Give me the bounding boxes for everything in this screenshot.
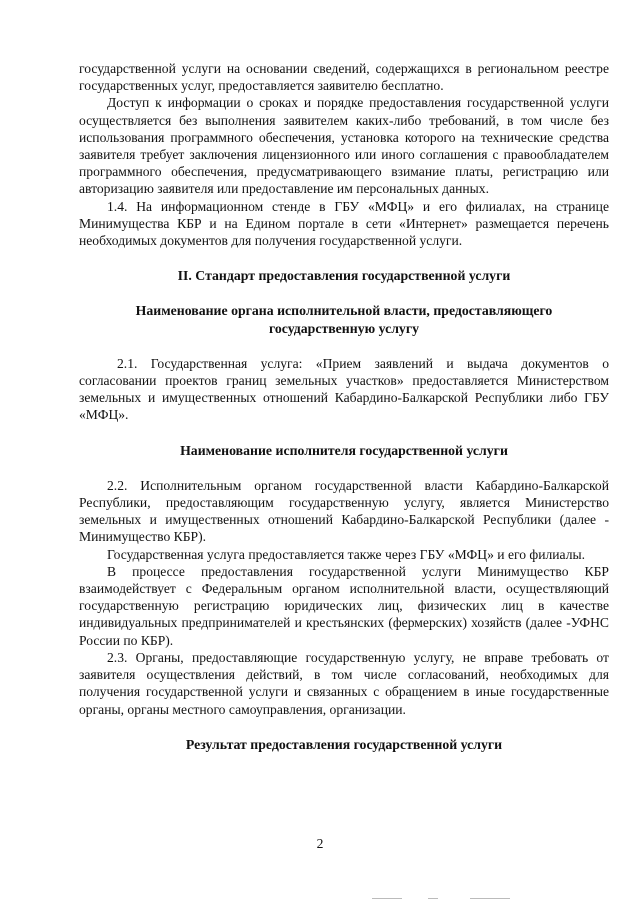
paragraph-mfc: Государственная услуга предоставляется также через ГБУ «МФЦ» и его филиалы. bbox=[107, 546, 586, 562]
paragraph-2-2: 2.2. Исполнительным органом государственной власти Кабардино-Балкарской Республики, предоставляющим государственную услугу, является Министерство земельных и имущественных отношений Кабардино-Балкарской Республики (далее - Минимущество КБР). bbox=[79, 477, 609, 545]
scan-footer-marks bbox=[0, 893, 640, 905]
page-number: 2 bbox=[316, 836, 324, 851]
paragraph-1-4: 1.4. На информационном стенде в ГБУ «МФЦ» и его филиалах, на странице Минимущества КБР и на Едином портале в сети «Интернет» размещается перечень необходимых документов для получения государственной услуги. bbox=[79, 198, 609, 249]
subheading-organ-name: Наименование органа исполнительной власти, предоставляющего государственную услугу bbox=[135, 303, 553, 336]
paragraph-interaction: В процессе предоставления государственной услуги Минимущество КБР взаимодействует с Федеральным органом исполнительной власти, осуществляющий государственную регистрацию юридических лиц, физических лиц в качестве индивидуальных предпринимателей и крестьянских (фермерских) хозяйств (далее -УФНС России по КБР). bbox=[79, 563, 609, 648]
paragraph-2-1: 2.1. Государственная услуга: «Прием заявлений и выдача документов о согласовании проектов границ земельных участков» предоставляется Министерством земельных и имущественных отношений Кабардино-Балкарской Республики либо ГБУ «МФЦ». bbox=[79, 355, 609, 423]
subheading-executor-name: Наименование исполнителя государственной услуги bbox=[180, 442, 508, 458]
paragraph-dostup: Доступ к информации о сроках и порядке предоставления государственной услуги осуществляется без выполнения заявителем каких-либо требований, в том числе без использования программного обеспечения, установка которого на технические средства заявителя требует заключения лицензионного или иного соглашения с правообладателем программного обеспечения, предусматривающего взимание платы, регистрацию или авторизацию заявителя или предоставление им персональных данных. bbox=[79, 95, 609, 197]
paragraph-2-3: 2.3. Органы, предоставляющие государственную услугу, не вправе требовать от заявителя осуществления действий, в том числе согласований, необходимых для получения государственной услуги и связанных с обращением в иные государственные органы, органы местного самоуправления, организации. bbox=[79, 649, 609, 717]
subheading-result: Результат предоставления государственной услуги bbox=[185, 736, 503, 752]
document-page bbox=[79, 60, 609, 753]
section-heading-standard: II. Стандарт предоставления государственной услуги bbox=[177, 268, 511, 284]
paragraph-reestr: государственной услуги на основании сведений, содержащихся в региональном реестре государственных услуг, предоставляется заявителю бесплатно. bbox=[79, 61, 609, 94]
